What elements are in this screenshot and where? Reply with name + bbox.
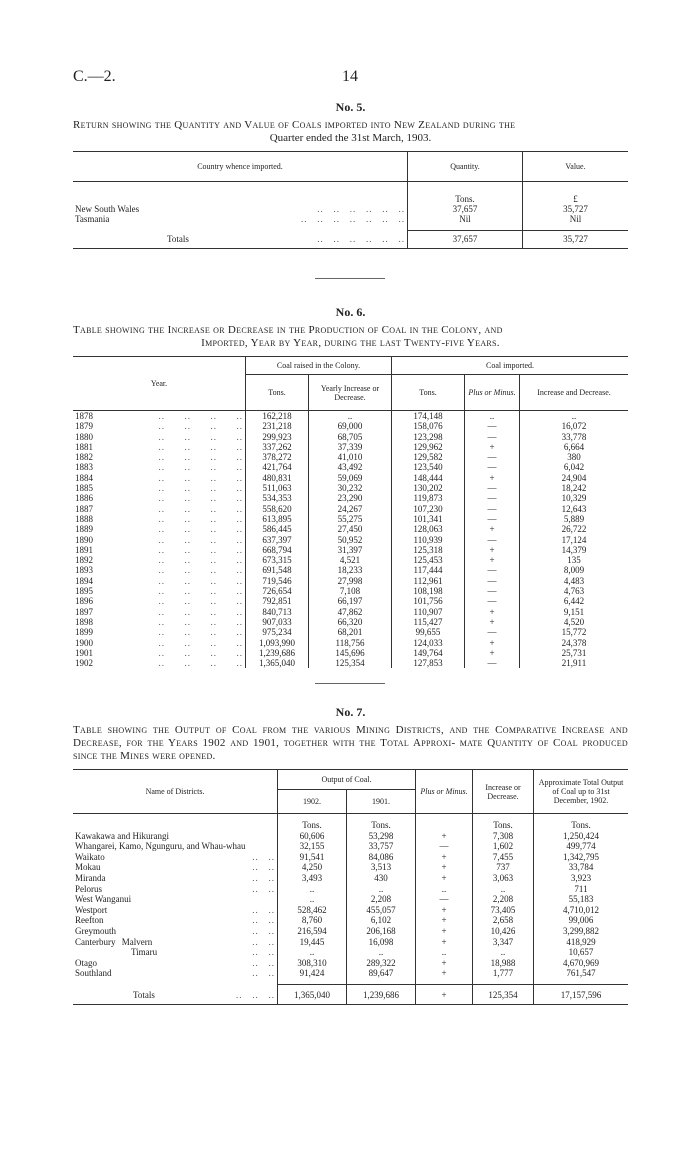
table-row: 1878 .. .. .. .. 162,218 .. 174,148 .. ..	[75, 411, 577, 421]
table-row: 1900 .. .. .. .. 1,093,990 118,756 124,033 + 24,378	[75, 637, 587, 648]
table-row: 1895 .. .. .. .. 726,654 7,108 108,198 — 4,763	[75, 586, 585, 597]
col-value: Value.	[565, 162, 586, 171]
table-6-number: No. 6.	[335, 305, 366, 319]
group-coal-raised: Coal raised in the Colony.	[246, 357, 392, 375]
table-row: Reefton .. .. 8,760 6,102 + 2,658 99,006	[75, 915, 594, 926]
table-row: 1893 .. .. .. .. 691,548 18,233 117,444 — 8,009	[75, 565, 585, 576]
table-row: Miranda .. .. 3,493 430 + 3,063 3,923	[75, 872, 592, 883]
table-row: Canterbury Malvern .. .. 19,445 16,098 + 3,347 418,929	[75, 936, 596, 947]
page-number: 14	[342, 68, 358, 85]
table-6-section	[73, 305, 628, 668]
table-row: Southland .. .. 91,424 89,647 + 1,777 761,547	[75, 968, 596, 979]
table-row: West Wanganui .. 2,208 — 2,208 55,183	[75, 894, 594, 905]
col-quantity: Quantity.	[408, 152, 523, 182]
page-header	[73, 68, 627, 90]
table-row: Tasmania .. .. .. .. .. .. .. Nil Nil	[75, 214, 582, 224]
col-name-of-districts: Name of Districts.	[73, 770, 278, 814]
table-row: 1892 .. .. .. .. 673,315 4,521 125,453 + 135	[75, 555, 581, 566]
table-6: Year. Coal raised in the Colony. Coal imported. Tons. Yearly Increase or Decrease. Tons. Plus or Minus. Increase and Decrease. 1878 .. .. .. .. 162,218 .. 174,148 .. .. 1879 .. .. .. .. 231,218 69,000 158,076 — 16,072 1880 .. .. .. .. 299,923 68,705 123,298 — 33,778 1881 .. .. .. .. 337,262 37,339 129,962 + 6,664 1882 .. .. .. .. 378,272 41,010 129,582 — 380 1883 .. .. .. .. 421,764 43,492 123,540 — 6,042 1884 .. .. .. .. 480,831 59,069 148,444 + 24,904 1885 .. .. .. .. 511,063 30,232 130,202 — 18,242 1886 .. .. .. .. 534,353 23,290 119,873 — 10,329 1887 .. .. .. .. 558,620 24,267 107,230 — 12,643 1888 .. .. .. .. 613,895 55,275 101,341 — 5,889 1889 .. .. .. .. 586,445 27,450 128,063 + 26,722 1890 .. .. .. .. 637,397 50,952 110,939 — 17,124 1891 .. .. .. .. 668,794 31,397 125,318 + 14,379 1892 .. .. .. .. 673,315 4,521 125,453 + 135 1893 .. .. .. .. 691,548 18,233 117,444 — 8,009 1894 .. .. .. .. 719,546 27,998 112,961 — 4,483 1895 .. .. .. .. 726,654 7,108 108,198 — 4,763 1896 .. .. .. .. 792,851 66,197 101,756 — 6,442 1897 .. .. .. .. 840,713 47,862 110,907 + 9,151 1898 .. .. .. .. 907,033 66,320 115,427 + 4,520 1899 .. .. .. .. 975,234 68,201 99,655 — 15,772 1900 .. .. .. .. 1,093,990 118,756 124,033 + 24,378 1901 .. .. .. .. 1,239,686 145,696 149,764 + 25,731 1902 .. .. .. .. 1,365,040 125,354 127,853 — 21,911	[73, 356, 628, 668]
table-row: 1894 .. .. .. .. 719,546 27,998 112,961 — 4,483	[75, 575, 585, 586]
col-country: Country whence imported.	[73, 152, 408, 182]
table-row: Waikato .. .. 91,541 84,086 + 7,455 1,342,795	[75, 851, 599, 862]
table-row: Kawakawa and Hikurangi 60,606 53,298 + 7,308 1,250,424	[75, 830, 599, 841]
table-row: Westport .. .. 528,462 455,057 + 73,405 4,710,012	[75, 904, 599, 915]
table-row: 1890 .. .. .. .. 637,397 50,952 110,939 — 17,124	[75, 534, 587, 545]
table-row: Mokau .. .. 4,250 3,513 + 737 33,784	[75, 862, 594, 873]
table-5	[73, 151, 628, 249]
table-7-section	[73, 705, 628, 1005]
table-row: Timaru .. .. .. .. .. .. 10,657	[73, 947, 628, 958]
divider	[315, 683, 385, 684]
table-row: 1899 .. .. .. .. 975,234 68,201 99,655 — 15,772	[75, 627, 587, 638]
table-row: 1898 .. .. .. .. 907,033 66,320 115,427 + 4,520	[75, 616, 585, 627]
table-7-caption: Table showing the Output of Coal from the various Mining Districts, and the Comparative Increase and Decrease, for the Years 1902 and 1901, together with the Total Approxi- mate Quantity of Coal produced since the Mines were opened.	[73, 724, 629, 762]
table-7: Name of Districts. Output of Coal. Plus or Minus. Increase or Decrease. Approximate Total Output of Coal up to 31st December, 1902. 1902. 1901. Tons. Tons. Tons. Tons. Kawakawa and Hikurangi 60,606 53,298 + 7,308 1,250,424 Whangarei, Kamo, Ngunguru, and Whau-whau 32,155 33,757 — 1,602 499,774 Waikato .. .. 91,541 84,086 + 7,455 1,342,795 Mokau .. .. 4,250 3,513 + 737 33,784 Miranda .. .. 3,493 430 + 3,063 3,923 Pelorus .. .. .. .. .. .. 711 West Wanganui .. 2,208 — 2,208 55,183 Westport .. .. 528,462 455,057 + 73,405 4,710,012 Reefton .. .. 8,760 6,102 + 2,658 99,006 Greymouth .. .. 216,594 206,168 + 10,426 3,299,882 Canterbury Malvern .. .. 19,445 16,098 + 3,347 418,929 Timaru .. .. .. .. .. .. 10,657 Otago .. .. 308,310 289,322 + 18,988 4,670,969 Southland .. .. 91,424 89,647 + 1,777 761,547 Totals .. .. .. 1,365,040 1,239,686 + 125,354 17,157,596	[73, 769, 628, 1005]
table-row: Pelorus .. .. .. .. .. .. 711	[75, 883, 588, 894]
totals-row: Totals .. .. .. .. .. .. 37,657 35,727	[73, 230, 628, 248]
table-row: Otago .. .. 308,310 289,322 + 18,988 4,670,969	[75, 957, 599, 968]
table-row: 1885 .. .. .. .. 511,063 30,232 130,202 — 18,242	[75, 483, 587, 494]
table-row: 1886 .. .. .. .. 534,353 23,290 119,873 — 10,329	[75, 493, 587, 504]
table-row: 1882 .. .. .. .. 378,272 41,010 129,582 — 380	[75, 452, 581, 463]
table-row: 1884 .. .. .. .. 480,831 59,069 148,444 + 24,904	[75, 472, 587, 483]
table-5-caption: Return showing the Quantity and Value of Coals imported into New Zealand during the Quarter ended the 31st March, 1903.	[73, 119, 516, 144]
table-row: 1881 .. .. .. .. 337,262 37,339 129,962 + 6,664	[75, 441, 585, 452]
divider	[315, 278, 385, 279]
table-6-caption: Table showing the Increase or Decrease in the Production of Coal in the Colony, and Imported, Year by Year, during the last Twenty-five Years.	[73, 324, 503, 349]
table-5-number: No. 5.	[335, 100, 366, 114]
document-reference: C.—2.	[73, 68, 116, 85]
table-row: 1897 .. .. .. .. 840,713 47,862 110,907 + 9,151	[75, 606, 585, 617]
table-row: 1880 .. .. .. .. 299,923 68,705 123,298 — 33,778	[75, 431, 587, 442]
table-row: 1891 .. .. .. .. 668,794 31,397 125,318 + 14,379	[75, 544, 587, 555]
table-row: 1888 .. .. .. .. 613,895 55,275 101,341 — 5,889	[75, 513, 585, 524]
table-row: 1896 .. .. .. .. 792,851 66,197 101,756 — 6,442	[75, 596, 585, 607]
table-row: 1879 .. .. .. .. 231,218 69,000 158,076 — 16,072	[75, 421, 587, 432]
table-row: New South Wales .. .. .. .. .. .. 37,657 35,727	[75, 204, 588, 214]
totals-row: Totals .. .. .. 1,365,040 1,239,686 + 125,354 17,157,596	[73, 985, 628, 1005]
table-row: 1902 .. .. .. .. 1,365,040 125,354 127,853 — 21,911	[75, 658, 587, 669]
table-5-section	[73, 100, 628, 249]
table-row: Greymouth .. .. 216,594 206,168 + 10,426 3,299,882	[75, 925, 599, 936]
table-row: 1883 .. .. .. .. 421,764 43,492 123,540 — 6,042	[75, 462, 585, 473]
group-coal-imported: Coal imported.	[392, 357, 629, 375]
table-row: 1887 .. .. .. .. 558,620 24,267 107,230 — 12,643	[75, 503, 587, 514]
unit-tons: Tons.	[408, 194, 523, 204]
group-output: Output of Coal.	[278, 770, 416, 790]
table-7-number: No. 7.	[335, 705, 366, 719]
table-row: 1889 .. .. .. .. 586,445 27,450 128,063 + 26,722	[75, 524, 587, 535]
col-year: Year.	[73, 357, 246, 411]
unit-pounds: £	[573, 194, 578, 204]
table-row: 1901 .. .. .. .. 1,239,686 145,696 149,764 + 25,731	[75, 647, 587, 658]
table-row: Whangarei, Kamo, Ngunguru, and Whau-whau 32,155 33,757 — 1,602 499,774	[75, 841, 596, 852]
